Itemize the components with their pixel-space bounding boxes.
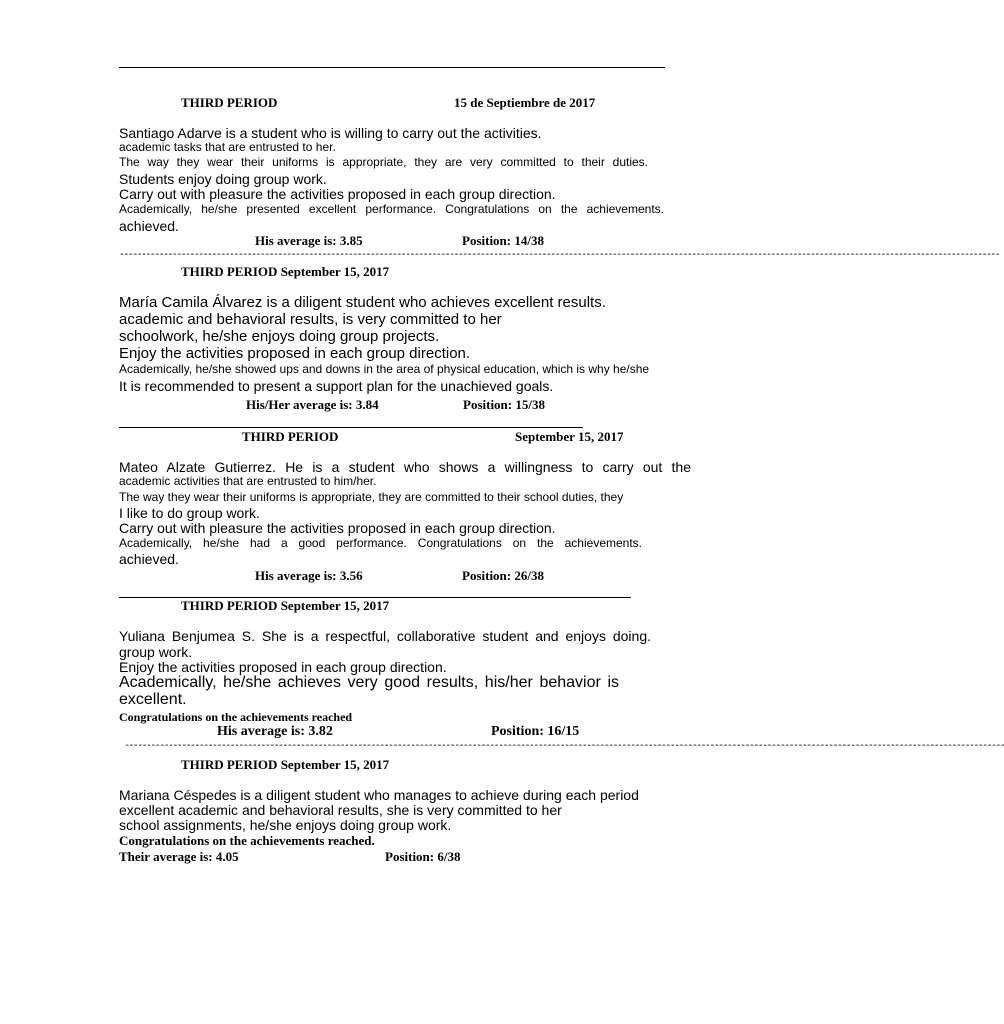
period-label-4: THIRD PERIOD <box>181 598 278 613</box>
entry-2-line-2: academic and behavioral results, is very committed to her <box>119 311 502 328</box>
entry-4-line-3: Enjoy the activities proposed in each group direction. <box>119 659 447 675</box>
period-heading-5 <box>181 757 389 773</box>
entry-4-line-2: group work. <box>119 644 193 660</box>
top-rule <box>119 67 665 68</box>
period-label-5: THIRD PERIOD <box>181 757 278 772</box>
entry-1-line-7: achieved. <box>119 218 179 234</box>
period-date-2: September 15, 2017 <box>280 264 390 279</box>
separator-rule-2 <box>119 427 583 428</box>
entry-1-line-4: Students enjoy doing group work. <box>119 171 327 187</box>
dashed-separator-1: -------------------------------------------------------------------------------------------------------------------------------------------------------------------------------------------------------- <box>119 250 1000 261</box>
average-2: His/Her average is: 3.84 <box>246 397 379 412</box>
position-4: Position: 16/15 <box>491 724 580 739</box>
position-2: Position: 15/38 <box>463 397 545 412</box>
average-5: Their average is: 4.05 <box>119 849 239 864</box>
average-4: His average is: 3.82 <box>217 724 333 739</box>
position-5: Position: 6/38 <box>385 849 461 864</box>
entry-2-line-6: It is recommended to present a support plan for the unachieved goals. <box>119 378 554 394</box>
period-date-3: September 15, 2017 <box>515 429 624 444</box>
period-heading-1: THIRD PERIOD <box>181 95 278 110</box>
period-date-5: September 15, 2017 <box>280 757 390 772</box>
entry-1-line-1: Santiago Adarve is a student who is willing to carry out the activities. <box>119 125 542 141</box>
entry-3-line-5: Carry out with pleasure the activities proposed in each group direction. <box>119 520 556 536</box>
entry-3-line-7: achieved. <box>119 551 179 567</box>
entry-4-line-5: excellent. <box>119 691 187 708</box>
position-3: Position: 26/38 <box>462 568 544 583</box>
entry-2-line-3: schoolwork, he/she enjoys doing group projects. <box>119 328 440 345</box>
period-heading-3: THIRD PERIOD <box>242 429 339 444</box>
entry-1-line-3: The way they wear their uniforms is appropriate, they are very committed to their duties. <box>119 155 648 169</box>
entry-3-line-6: Academically, he/she had a good performance. Congratulations on the achievements. <box>119 536 642 550</box>
average-3: His average is: 3.56 <box>255 568 363 583</box>
entry-3-line-1: Mateo Alzate Gutierrez. He is a student who shows a willingness to carry out the <box>119 459 691 475</box>
period-heading-4 <box>181 598 389 614</box>
entry-3-line-3: The way they wear their uniforms is appropriate, they are committed to their school duties, they <box>119 490 624 504</box>
entry-1-line-2: academic tasks that are entrusted to her. <box>119 140 336 154</box>
entry-2-line-5: Academically, he/she showed ups and downs in the area of physical education, which is why he/she <box>119 362 650 376</box>
entry-5-line-1: Mariana Céspedes is a diligent student who manages to achieve during each period <box>119 787 639 803</box>
position-1: Position: 14/38 <box>462 233 544 248</box>
entry-3-line-4: I like to do group work. <box>119 505 260 521</box>
entry-5-line-2: excellent academic and behavioral results, she is very committed to her <box>119 802 562 818</box>
period-date-1: 15 de Septiembre de 2017 <box>454 95 596 110</box>
congrats-4: Congratulations on the achievements reached <box>119 710 353 724</box>
period-date-4: September 15, 2017 <box>280 598 390 613</box>
entry-1-line-5: Carry out with pleasure the activities proposed in each group direction. <box>119 186 556 202</box>
entry-4-line-1: Yuliana Benjumea S. She is a respectful, collaborative student and enjoys doing. <box>119 628 651 644</box>
period-label-2: THIRD PERIOD <box>181 264 278 279</box>
dashed-separator-4: -------------------------------------------------------------------------------------------------------------------------------------------------------------------------------------------------------- <box>124 741 1004 752</box>
entry-4-line-4: Academically, he/she achieves very good results, his/her behavior is <box>119 674 619 691</box>
period-heading-2 <box>181 264 389 280</box>
entry-2-line-1: María Camila Álvarez is a diligent student who achieves excellent results. <box>119 294 606 311</box>
average-1: His average is: 3.85 <box>255 233 363 248</box>
congrats-5: Congratulations on the achievements reached. <box>119 833 375 848</box>
entry-2-line-4: Enjoy the activities proposed in each group direction. <box>119 345 471 362</box>
entry-3-line-2: academic activities that are entrusted to him/her. <box>119 474 377 488</box>
entry-5-line-3: school assignments, he/she enjoys doing group work. <box>119 817 452 833</box>
entry-1-line-6: Academically, he/she presented excellent performance. Congratulations on the achievements. <box>119 202 664 216</box>
